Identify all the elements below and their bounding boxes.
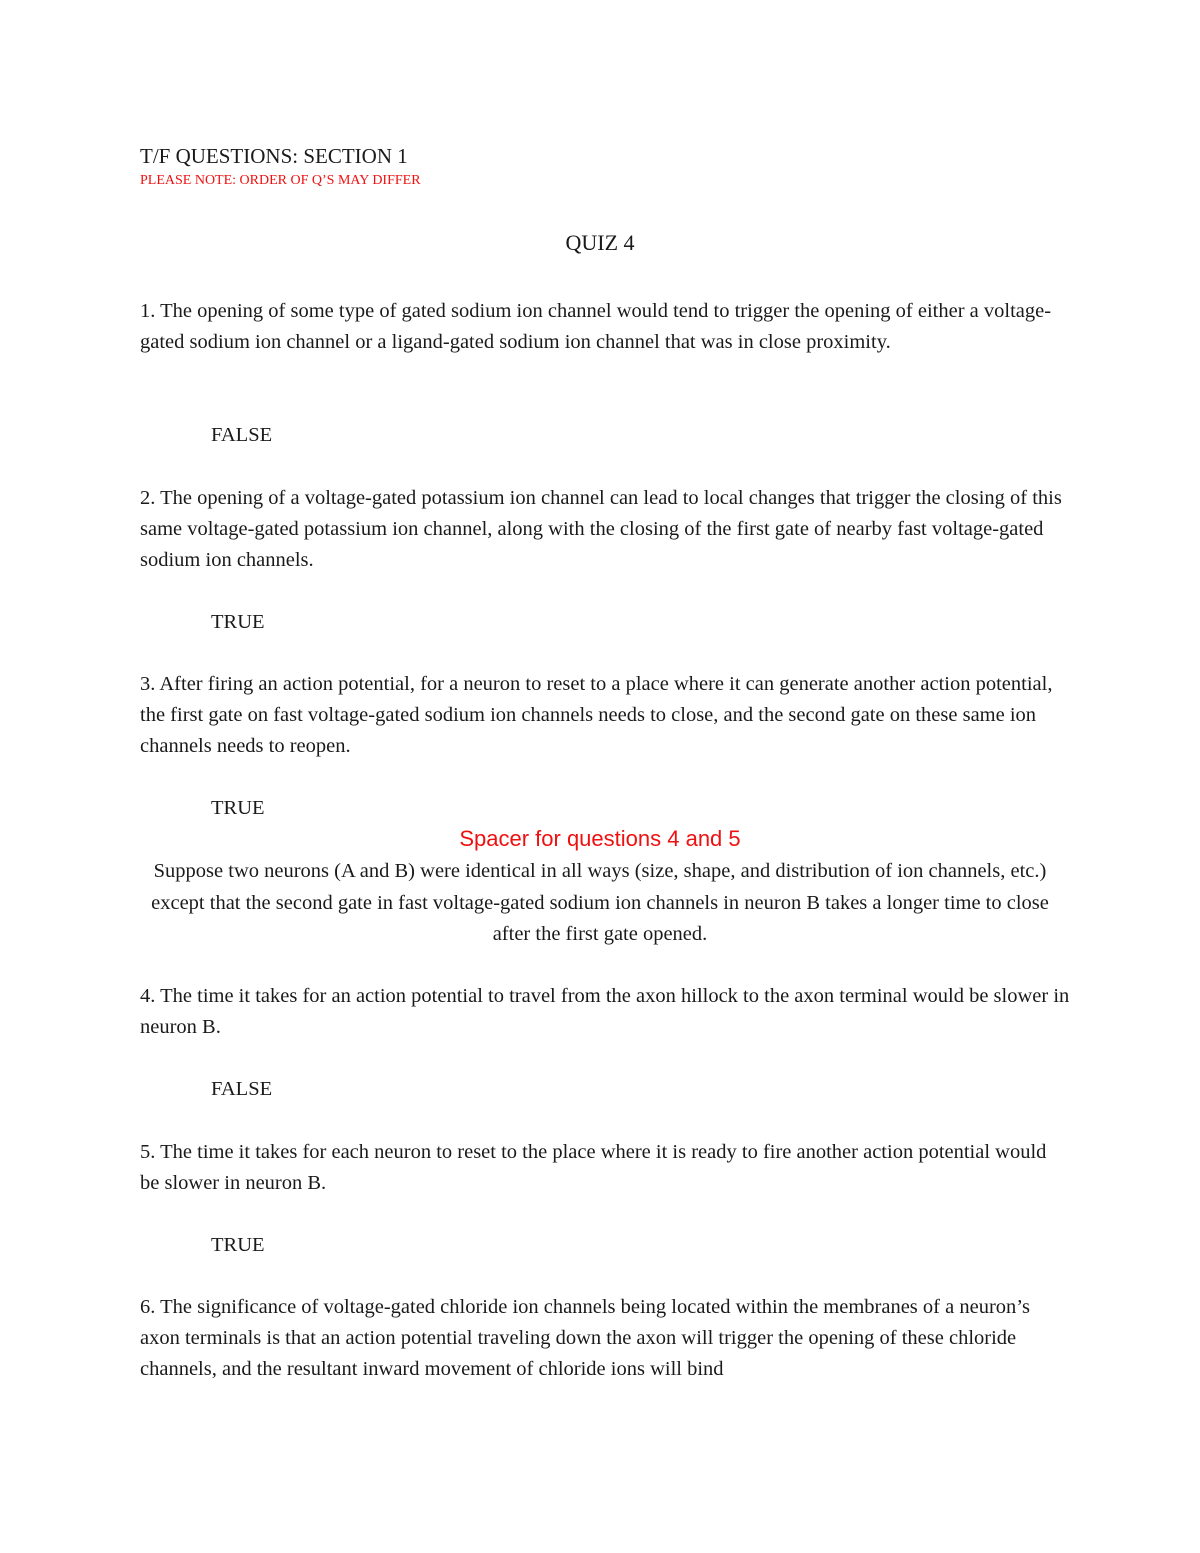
question-3-answer: TRUE xyxy=(211,797,265,819)
question-5-text: 5. The time it takes for each neuron to reset to the place where it is ready to fire another action potential would be slower in neuron B. xyxy=(140,1141,1047,1195)
question-2-answer: TRUE xyxy=(211,611,265,633)
question-4-answer: FALSE xyxy=(211,1078,273,1100)
order-note: PLEASE NOTE: ORDER OF Q’S MAY DIFFER xyxy=(140,173,421,188)
question-5-answer: TRUE xyxy=(211,1234,265,1256)
question-3-text: 3. After firing an action potential, for a neuron to reset to a place where it can generate another action potential, the first gate on fast voltage-gated sodium ion channels needs to close, and the second gate on these same ion channels needs to reopen. xyxy=(140,673,1053,758)
question-1-text: 1. The opening of some type of gated sodium ion channel would tend to trigger the opening of either a voltage-gated sodium ion channel or a ligand-gated sodium ion channel that was in close proximity. xyxy=(140,300,1052,354)
spacer-title: Spacer for questions 4 and 5 xyxy=(459,826,741,851)
question-2-text: 2. The opening of a voltage-gated potassium ion channel can lead to local changes that trigger the closing of this same voltage-gated potassium ion channel, along with the closing of the first gate of nearby fast voltage-gated sodium ion channels. xyxy=(140,487,1062,572)
question-4-text: 4. The time it takes for an action potential to travel from the axon hillock to the axon terminal would be slower in neuron B. xyxy=(140,985,1070,1039)
section-title: T/F QUESTIONS: SECTION 1 xyxy=(140,144,408,168)
question-1-answer: FALSE xyxy=(211,424,273,446)
question-6-text: 6. The significance of voltage-gated chloride ion channels being located within the membranes of a neuron’s axon terminals is that an action potential traveling down the axon will trigger the opening of these chloride channels, and the resultant inward movement of chloride ions will bind xyxy=(140,1296,1030,1381)
spacer-scenario: Suppose two neurons (A and B) were identical in all ways (size, shape, and distribution of ion channels, etc.) except that the second gate in fast voltage-gated sodium ion channels in neuron B takes a longer time to close after the first gate opened. xyxy=(151,860,1049,945)
quiz-title: QUIZ 4 xyxy=(565,230,635,255)
